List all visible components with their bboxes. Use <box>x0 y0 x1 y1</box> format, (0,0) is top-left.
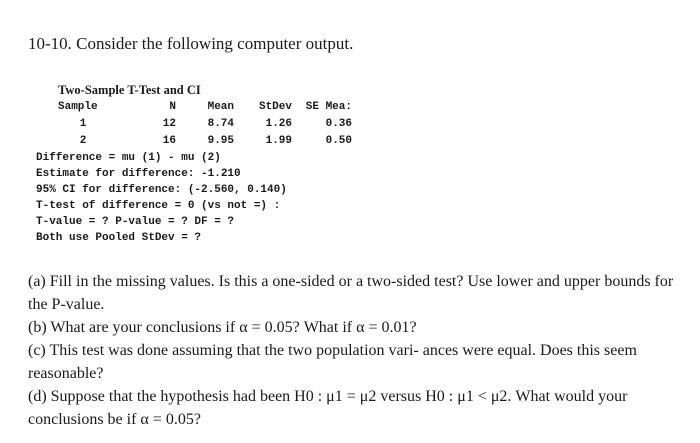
question-c: (c) This test was done assuming that the two population vari- ances were equal. Does this seem reasonable? <box>28 342 637 382</box>
difference-line: Difference = mu (1) - mu (2) <box>36 152 221 164</box>
output-title: Two-Sample T-Test and CI <box>58 83 201 97</box>
table-header-row <box>58 99 352 116</box>
table-row <box>58 133 352 150</box>
table-cell: 9.95 <box>207 135 234 147</box>
column-header: SE Mea: <box>305 101 352 113</box>
questions <box>28 270 678 431</box>
question-d: (d) Suppose that the hypothesis had been H0 : μ1 = μ2 versus H0 : μ1 < μ2. What would your conclusions be if α = 0.05? <box>28 388 628 428</box>
t-value-line: T-value = ? P-value = ? DF = ? <box>36 216 235 228</box>
table-cell: 8.74 <box>207 118 234 130</box>
table-row <box>58 116 352 133</box>
column-header: Mean <box>207 101 234 113</box>
stats-table <box>58 99 352 150</box>
pooled-stdev-line: Both use Pooled StDev = ? <box>36 232 202 244</box>
problem-heading: 10-10. Consider the following computer output. <box>28 34 354 53</box>
table-cell: 0.36 <box>325 118 352 130</box>
table-cell: 12 <box>162 118 176 130</box>
computer-output <box>36 82 416 246</box>
table-cell: 2 <box>79 135 87 147</box>
column-header: Sample <box>58 101 98 113</box>
question-a: (a) Fill in the missing values. Is this a one-sided or a two-sided test? Use lower and upper bounds for the P-value. <box>28 273 674 313</box>
estimate-line: Estimate for difference: -1.210 <box>36 168 241 180</box>
table-cell: 1.26 <box>265 118 292 130</box>
column-header: StDev <box>258 101 292 113</box>
table-cell: 16 <box>162 135 176 147</box>
table-cell: 1.99 <box>265 135 292 147</box>
table-cell: 0.50 <box>325 135 352 147</box>
t-test-line: T-test of difference = 0 (vs not =) : <box>36 200 281 212</box>
table-cell: 1 <box>79 118 87 130</box>
column-header: N <box>169 101 176 113</box>
question-b: (b) What are your conclusions if α = 0.05? What if α = 0.01? <box>28 319 417 336</box>
ci-line: 95% CI for difference: (-2.560, 0.140) <box>36 184 287 196</box>
